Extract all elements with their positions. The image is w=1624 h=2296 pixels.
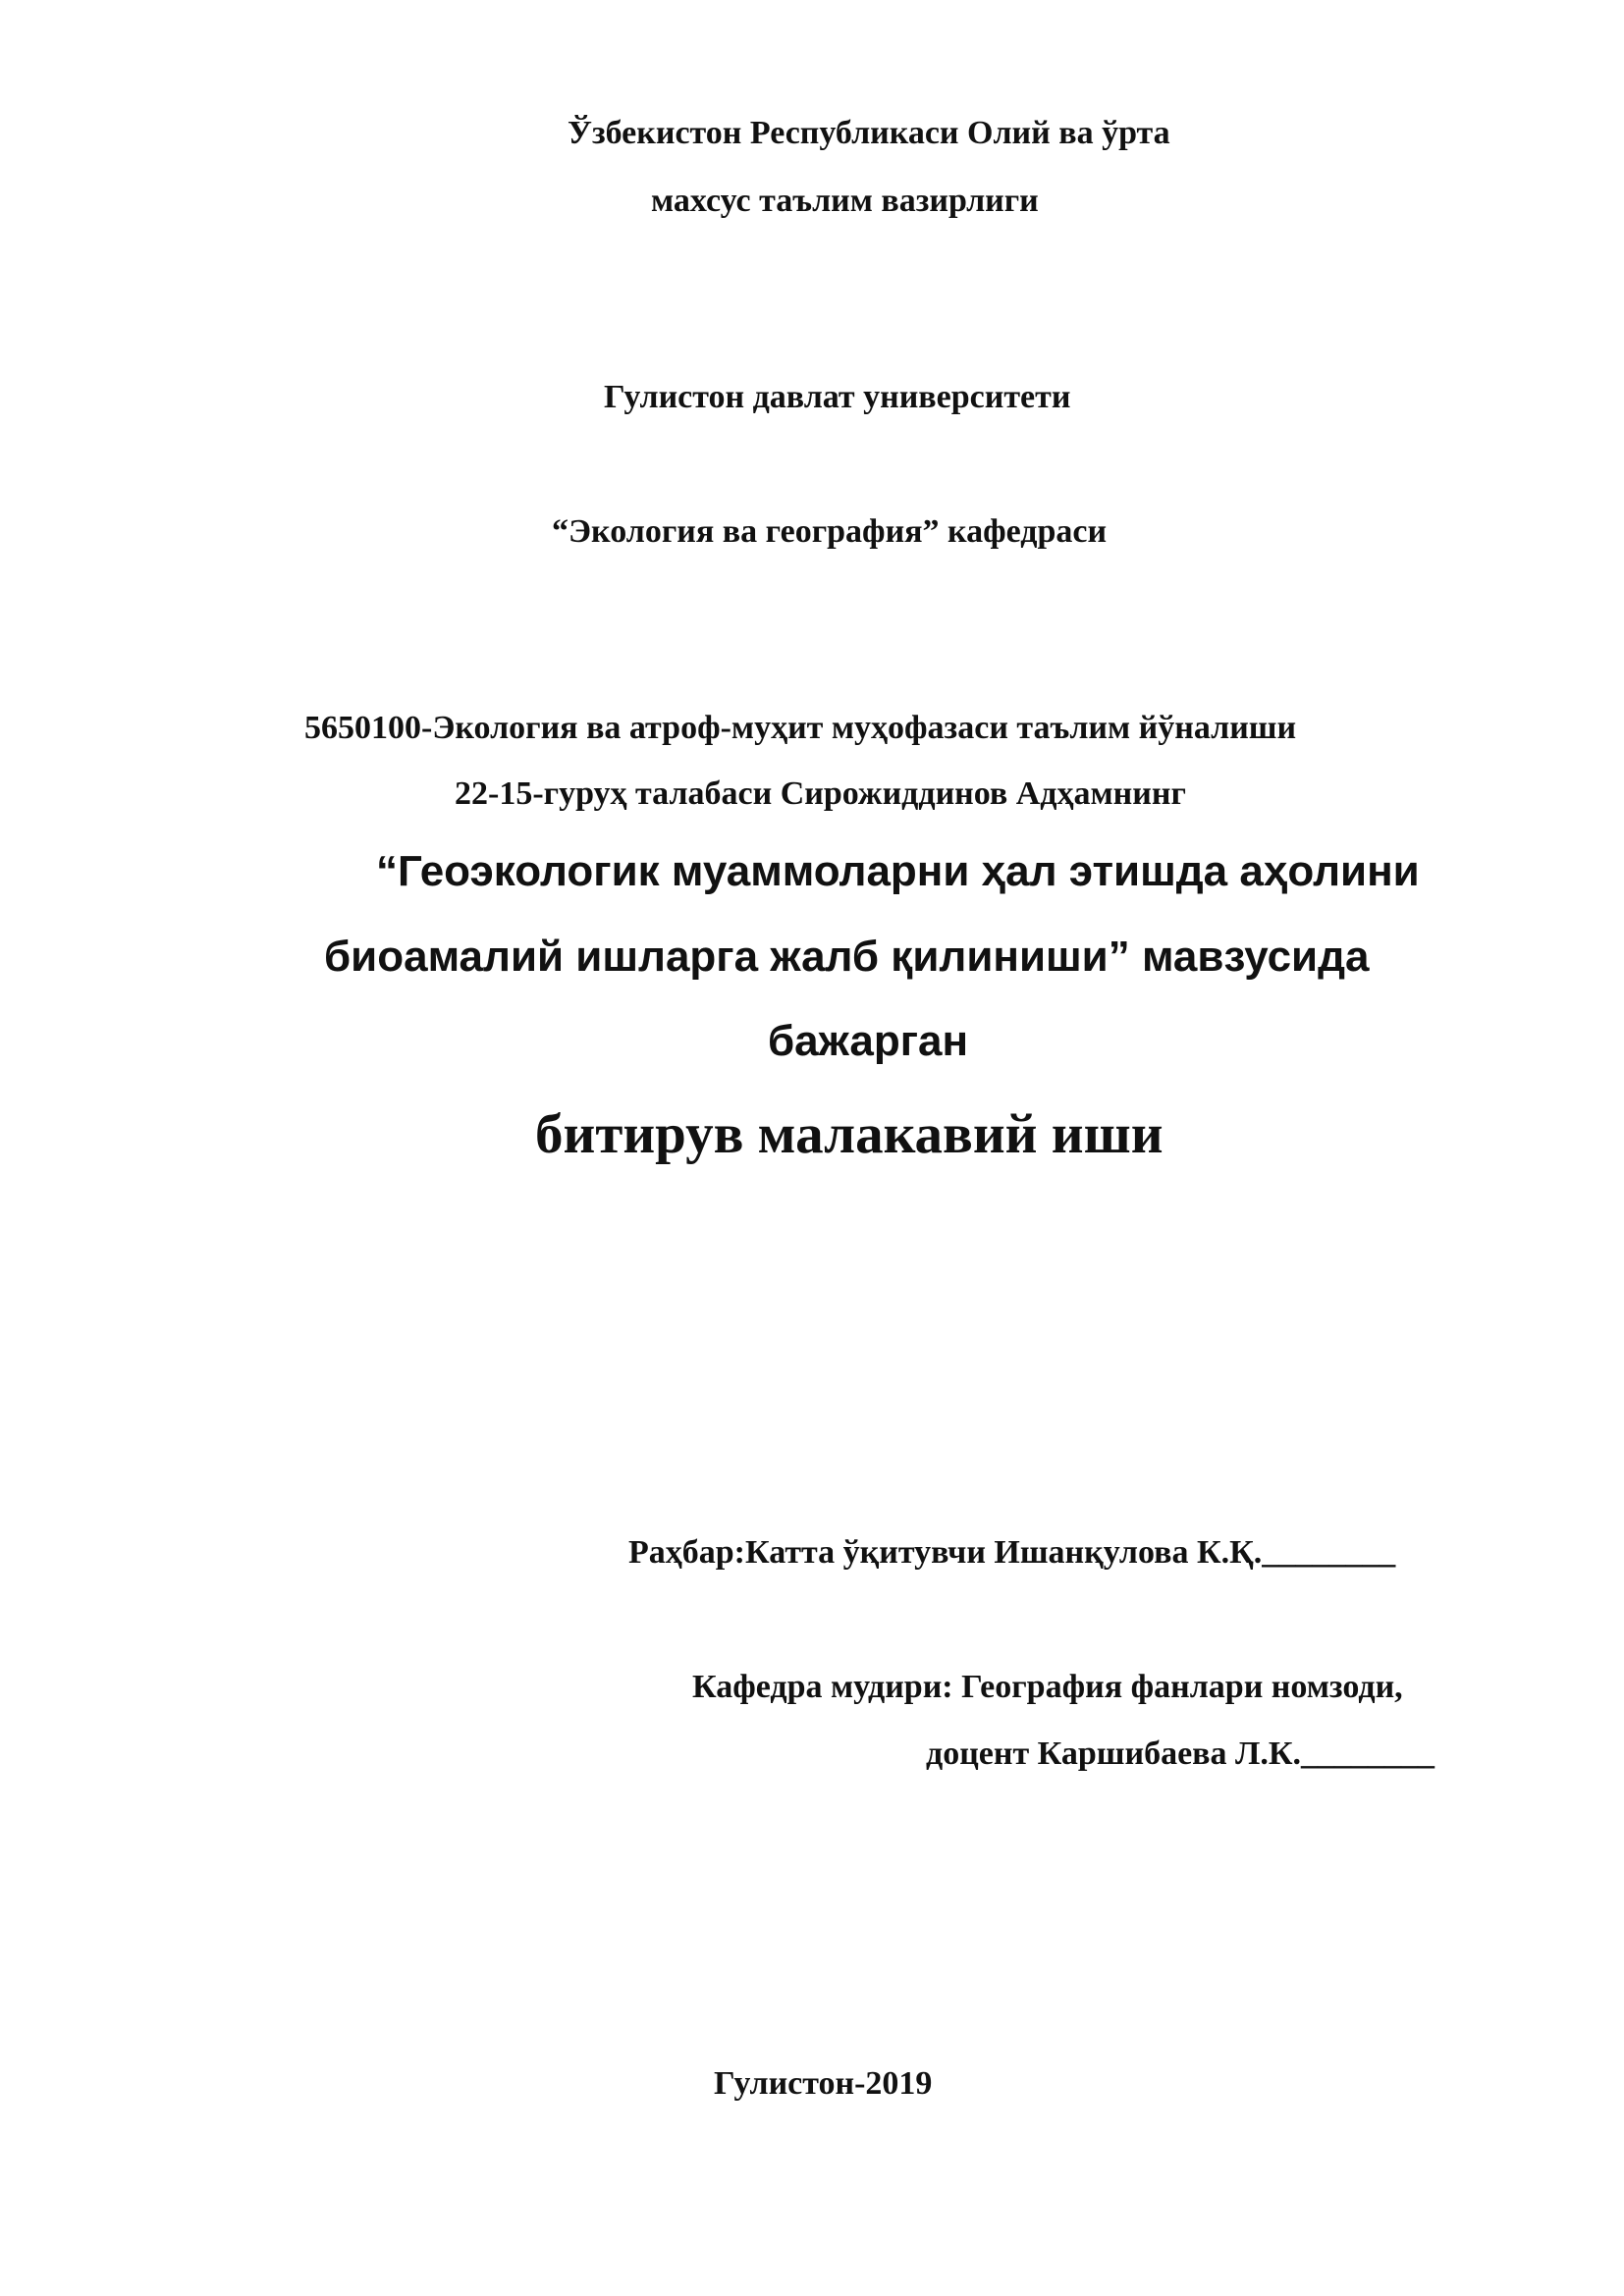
place-year: Гулистон-2019 (714, 2065, 933, 2102)
department-head-line-1: Кафедра мудири: География фанлари номзоди, (692, 1669, 1403, 1705)
study-direction: 5650100-Экология ва атроф-муҳит муҳофазаси таълим йўналиши (304, 710, 1297, 746)
department-head-line-2: доцент Каршибаева Л.К.________ (926, 1735, 1435, 1772)
university-name: Гулистон давлат университети (604, 379, 1071, 415)
ministry-line-2: махсус таълим вазирлиги (651, 183, 1039, 219)
student-group-name: 22-15-гуруҳ талабаси Сирожиддинов Адҳамнинг (455, 775, 1186, 812)
topic-line-2: биоамалий ишларга жалб қилиниши” мавзусида (324, 933, 1370, 981)
supervisor-signature: Раҳбар:Катта ўқитувчи Ишанқулова К.Қ.________ (628, 1534, 1396, 1571)
topic-line-1: “Геоэкологик муаммоларни ҳал этишда аҳолини (376, 847, 1420, 895)
ministry-line-1: Ўзбекистон Республикаси Олий ва ўрта (568, 115, 1170, 151)
department-name: “Экология ва география” кафедраси (552, 513, 1108, 550)
work-title: битирув малакавий иши (535, 1103, 1164, 1165)
topic-line-3: бажарган (768, 1017, 969, 1065)
